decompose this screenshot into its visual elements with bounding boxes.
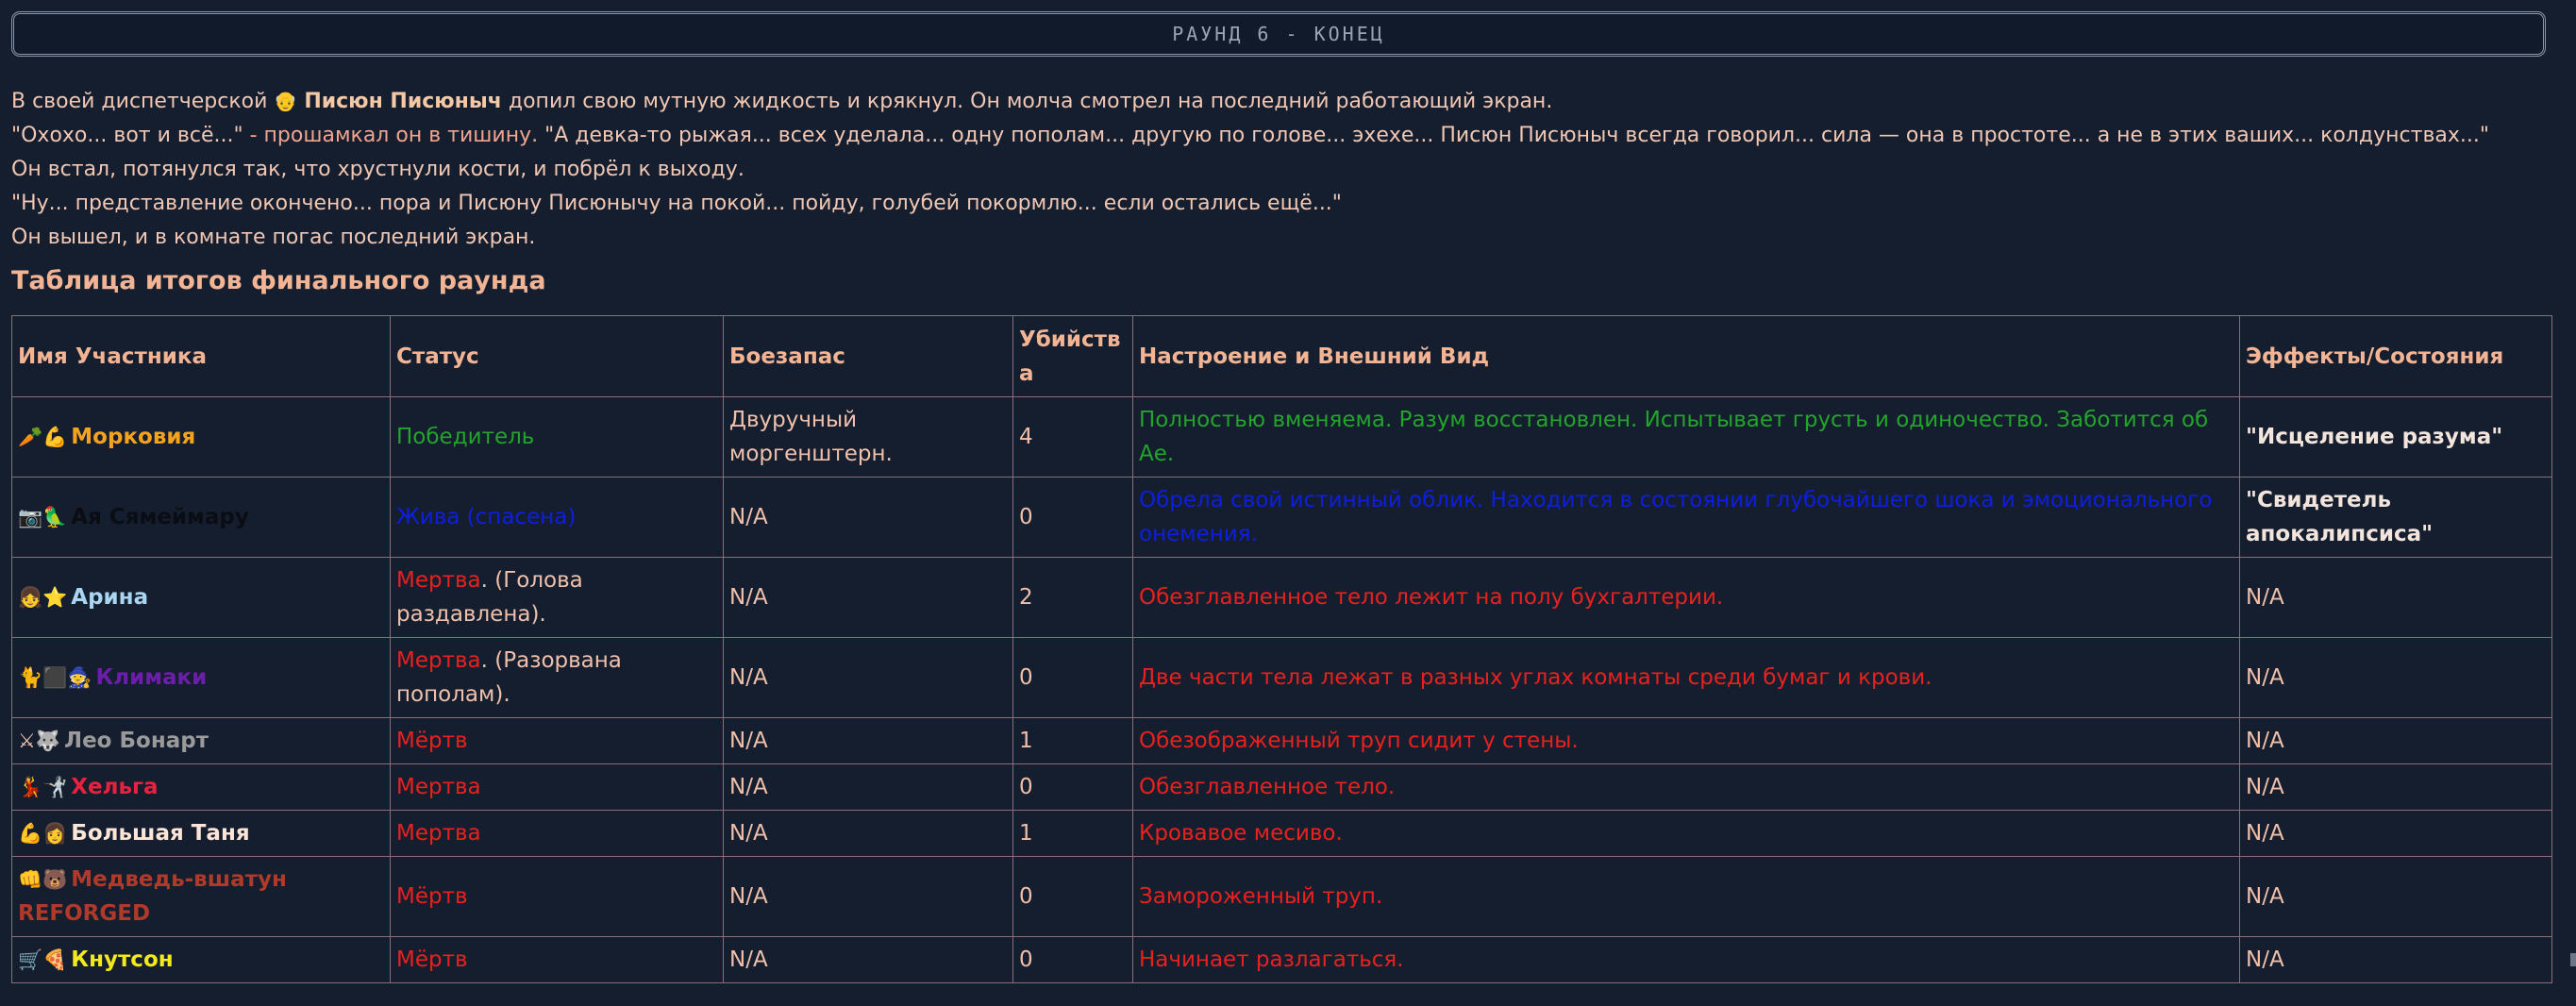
participant-name-cell <box>12 558 391 638</box>
status-cell <box>391 811 724 857</box>
effects-cell: "Исцеление разума" <box>2240 397 2552 478</box>
participant-name: Медведь-вшатун REFORGED <box>18 867 287 926</box>
participant-name: Хельга <box>71 775 159 799</box>
ammo-cell: N/A <box>724 811 1013 857</box>
kills-cell: 1 <box>1013 718 1133 764</box>
participant-name: Ая Сямеймару <box>71 505 249 529</box>
col-header-ammo: Боезапас <box>724 316 1013 397</box>
kills-cell: 2 <box>1013 558 1133 638</box>
participant-name-cell <box>12 478 391 558</box>
kills-cell: 1 <box>1013 811 1133 857</box>
participant-name-cell <box>12 638 391 718</box>
mood-cell: Начинает разлагаться. <box>1133 937 2240 983</box>
participant-name: Большая Таня <box>71 821 250 846</box>
narrative-text <box>11 84 2559 255</box>
status-cell <box>391 478 724 558</box>
narrative-line-1-pre: В своей диспетчерской <box>11 90 275 113</box>
mood-cell: Обрела свой истинный облик. Находится в состоянии глубочайшего шока и эмоционального онемения. <box>1133 478 2240 558</box>
mood-cell: Замороженный труп. <box>1133 857 2240 937</box>
effects-cell: N/A <box>2240 718 2552 764</box>
table-row <box>12 811 2552 857</box>
status-value: Мертва <box>396 648 481 673</box>
status-cell <box>391 638 724 718</box>
ammo-cell: N/A <box>724 478 1013 558</box>
table-row <box>12 558 2552 638</box>
effects-cell: N/A <box>2240 558 2552 638</box>
results-table <box>11 315 2552 983</box>
status-value: Мертва <box>396 775 481 799</box>
effects-cell: "Свидетель апокалипсиса" <box>2240 478 2552 558</box>
kills-cell: 0 <box>1013 857 1133 937</box>
status-cell <box>391 937 724 983</box>
quote-1: "Охохо... вот и всё..." <box>11 124 243 147</box>
effects-cell: N/A <box>2240 937 2552 983</box>
participant-name-cell <box>12 937 391 983</box>
narrative-line-1 <box>11 84 2559 119</box>
effects-cell: N/A <box>2240 638 2552 718</box>
status-cell <box>391 764 724 811</box>
participant-name: Климаки <box>95 665 208 690</box>
table-row <box>12 397 2552 478</box>
participant-emoji-icon: 📷🦜 <box>18 506 68 528</box>
participant-emoji-icon: 🥕💪 <box>18 426 68 448</box>
old-man-face-icon: 👴 <box>274 90 298 112</box>
table-row <box>12 718 2552 764</box>
table-row <box>12 638 2552 718</box>
kills-cell: 0 <box>1013 478 1133 558</box>
col-header-name: Имя Участника <box>12 316 391 397</box>
participant-name: Арина <box>71 585 149 610</box>
status-cell <box>391 857 724 937</box>
mood-cell: Обезглавленное тело лежит на полу бухгалтерии. <box>1133 558 2240 638</box>
participant-emoji-icon: 💃🤺 <box>18 776 68 798</box>
ammo-cell: N/A <box>724 558 1013 638</box>
col-header-status: Статус <box>391 316 724 397</box>
scrollbar-thumb[interactable] <box>2570 953 2576 966</box>
narrator-name: Писюн Писюныч <box>304 90 502 113</box>
ammo-cell: N/A <box>724 937 1013 983</box>
status-value: Мертва <box>396 821 481 846</box>
col-header-mood: Настроение и Внешний Вид <box>1133 316 2240 397</box>
mood-cell: Обезображенный труп сидит у стены. <box>1133 718 2240 764</box>
participant-name: Кнутсон <box>71 947 174 972</box>
participant-emoji-icon: 🛒🍕 <box>18 948 68 971</box>
participant-emoji-icon: 👊🐻 <box>18 868 68 891</box>
kills-cell: 0 <box>1013 638 1133 718</box>
status-detail: . (Разорвана пополам). <box>396 648 622 707</box>
status-value: Мёртв <box>396 947 468 972</box>
participant-emoji-icon: 👧⭐ <box>18 586 68 609</box>
status-cell <box>391 397 724 478</box>
narrative-line-1-post: допил свою мутную жидкость и крякнул. Он молча смотрел на последний работающий экран. <box>501 90 1553 113</box>
results-table-title: Таблица итогов финального раунда <box>11 266 546 295</box>
ammo-cell: Двуручный моргенштерн. <box>724 397 1013 478</box>
participant-emoji-icon: 🐈⬛🧙 <box>18 666 92 689</box>
table-row <box>12 478 2552 558</box>
quote-2: "А девка-то рыжая... всех уделала... одну пополам... другую по голове... эхехе... Писюн Писюныч всегда говорил... сила — она в простоте... а не в этих ваших... колдунствах..." <box>544 124 2490 147</box>
kills-cell: 0 <box>1013 937 1133 983</box>
mood-cell: Кровавое месиво. <box>1133 811 2240 857</box>
status-cell <box>391 718 724 764</box>
participant-name-cell <box>12 857 391 937</box>
mood-cell: Две части тела лежат в разных углах комнаты среди бумаг и крови. <box>1133 638 2240 718</box>
status-value: Мёртв <box>396 729 468 753</box>
status-value: Мертва <box>396 568 481 593</box>
status-value: Мёртв <box>396 884 468 909</box>
ammo-cell: N/A <box>724 764 1013 811</box>
participant-name: Лео Бонарт <box>63 729 209 753</box>
round-title: РАУНД 6 - КОНЕЦ <box>1172 23 1385 45</box>
status-cell <box>391 558 724 638</box>
col-header-effects: Эффекты/Состояния <box>2240 316 2552 397</box>
narrative-line-5: Он вышел, и в комнате погас последний экран. <box>11 226 536 249</box>
mood-cell: Обезглавленное тело. <box>1133 764 2240 811</box>
status-detail: . (Голова раздавлена). <box>396 568 583 627</box>
participant-name: Морковия <box>71 425 196 449</box>
ammo-cell: N/A <box>724 718 1013 764</box>
status-value: Победитель <box>396 425 535 449</box>
table-row <box>12 857 2552 937</box>
col-header-kills: Убийства <box>1013 316 1133 397</box>
participant-name-cell <box>12 397 391 478</box>
table-header-row <box>12 316 2552 397</box>
effects-cell: N/A <box>2240 764 2552 811</box>
effects-cell: N/A <box>2240 857 2552 937</box>
table-row <box>12 937 2552 983</box>
table-row <box>12 764 2552 811</box>
participant-emoji-icon: 💪👩 <box>18 822 68 845</box>
participant-emoji-icon: ⚔🐺 <box>18 729 60 752</box>
ammo-cell: N/A <box>724 638 1013 718</box>
effects-cell: N/A <box>2240 811 2552 857</box>
round-header <box>11 11 2546 57</box>
kills-cell: 4 <box>1013 397 1133 478</box>
kills-cell: 0 <box>1013 764 1133 811</box>
mood-cell: Полностью вменяема. Разум восстановлен. Испытывает грусть и одиночество. Заботится об Ае. <box>1133 397 2240 478</box>
narrative-line-2 <box>11 119 2559 153</box>
status-value: Жива (спасена) <box>396 505 577 529</box>
ammo-cell: N/A <box>724 857 1013 937</box>
narrative-line-3: Он встал, потянулся так, что хрустнули кости, и побрёл к выходу. <box>11 158 744 181</box>
narrative-line-4: "Ну... представление окончено... пора и Писюну Писюнычу на покой... пойду, голубей покормлю... если остались ещё..." <box>11 192 1342 215</box>
participant-name-cell <box>12 764 391 811</box>
participant-name-cell <box>12 811 391 857</box>
participant-name-cell <box>12 718 391 764</box>
speech-tag: - прошамкал он в тишину. <box>243 124 545 147</box>
